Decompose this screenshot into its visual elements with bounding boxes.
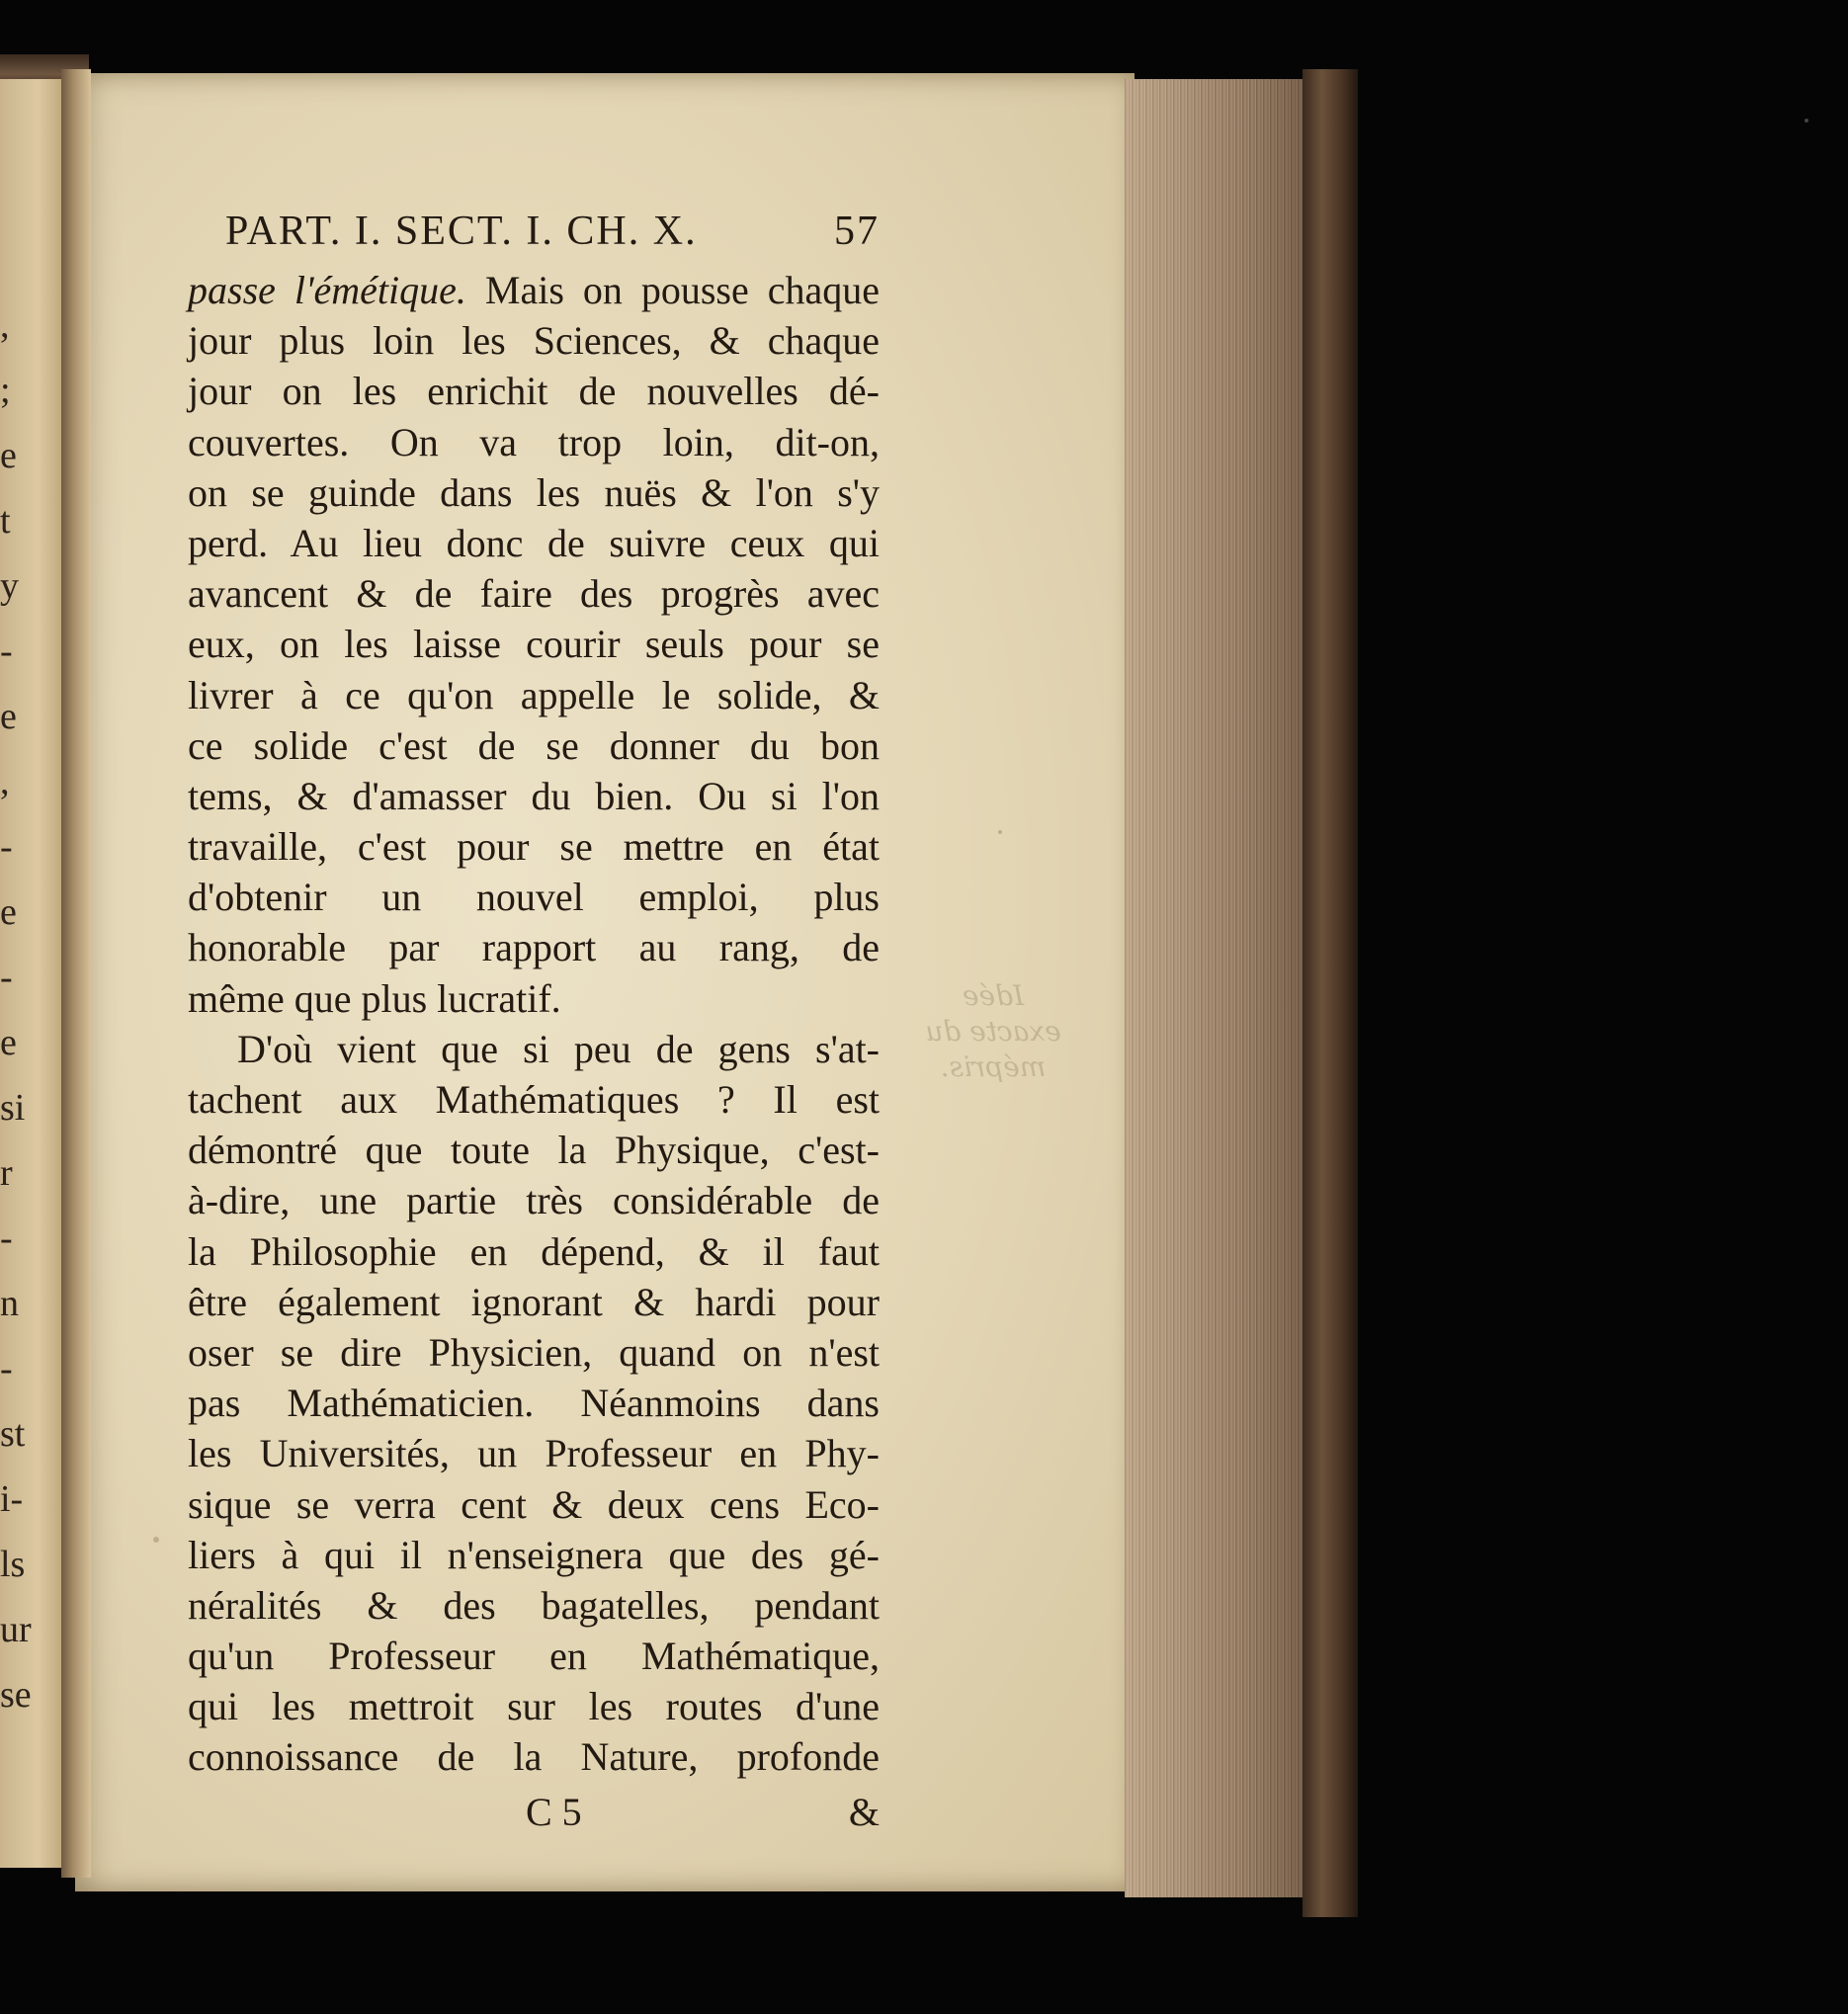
dust-speck xyxy=(1805,119,1808,123)
line-text: ce solide c'est de se donner du bon xyxy=(188,722,880,768)
page-number: 57 xyxy=(834,209,880,254)
text-line xyxy=(188,1428,880,1478)
text-line xyxy=(188,315,880,366)
line-text: perd. Au lieu donc de suivre ceux qui xyxy=(188,520,880,565)
text-line xyxy=(188,518,880,568)
text-line xyxy=(188,417,880,467)
book-spine xyxy=(1302,69,1358,1917)
left-page-char: ; xyxy=(0,370,11,411)
paper-speck xyxy=(153,1537,159,1543)
left-page-char: se xyxy=(0,1674,32,1716)
left-page-char: , xyxy=(0,304,10,346)
left-page-char: st xyxy=(0,1413,26,1455)
running-head xyxy=(188,208,880,265)
text-line xyxy=(188,821,880,872)
line-text: livrer à ce qu'on appelle le solide, & xyxy=(188,672,880,717)
gutter-shadow xyxy=(61,69,91,1878)
line-text: Mais on pousse chaque xyxy=(465,268,880,312)
left-page-char: - xyxy=(0,630,13,672)
running-head-title: PART. I. SECT. I. CH. X. xyxy=(225,209,698,254)
left-page-char: e xyxy=(0,435,17,476)
line-text: honorable par rapport au rang, de xyxy=(188,925,880,970)
text-line xyxy=(188,1277,880,1327)
line-text: jour on les enrichit de nouvelles dé- xyxy=(188,369,880,414)
text-line xyxy=(188,771,880,821)
text-line xyxy=(188,1530,880,1580)
text-line xyxy=(188,922,880,972)
left-page-char: r xyxy=(0,1152,13,1194)
bleed-line: mépris. xyxy=(940,1050,1047,1083)
text-line xyxy=(188,568,880,619)
line-text: sique se verra cent & deux cens Eco- xyxy=(188,1481,880,1527)
left-page-char: e xyxy=(0,696,17,737)
line-text: tachent aux Mathématiques ? Il est xyxy=(188,1077,880,1122)
left-page-char: i- xyxy=(0,1478,24,1520)
left-page-char: e xyxy=(0,891,17,933)
text-line xyxy=(188,1125,880,1175)
bleed-line: Idée xyxy=(962,979,1025,1012)
body-text xyxy=(188,265,880,1783)
line-text: D'où vient que si peu de gens s'at- xyxy=(237,1026,880,1071)
line-text: néralités & des bagatelles, pendant xyxy=(188,1582,880,1628)
left-page-fragment xyxy=(0,79,69,1868)
text-line xyxy=(188,1731,880,1782)
line-text: qui les mettroit sur les routes d'une xyxy=(188,1684,880,1729)
text-line xyxy=(188,619,880,669)
text-line xyxy=(188,670,880,720)
left-page-char: , xyxy=(0,761,10,802)
line-text: la Philosophie en dépend, & il faut xyxy=(188,1228,880,1274)
line-text: qu'un Professeur en Mathématique, xyxy=(188,1634,880,1679)
line-text: avancent & de faire des progrès avec xyxy=(188,571,880,617)
line-text: liers à qui il n'enseignera que des gé- xyxy=(188,1532,880,1577)
bleed-through-note xyxy=(909,978,1077,1085)
text-line xyxy=(188,1580,880,1631)
line-text: même que plus lucratif. xyxy=(188,975,561,1021)
page-edges xyxy=(1125,79,1322,1897)
line-text: oser se dire Physicien, quand on n'est xyxy=(188,1329,880,1375)
left-page-char: - xyxy=(0,957,13,998)
text-line xyxy=(188,265,880,315)
left-page-char: - xyxy=(0,1217,13,1259)
text-line xyxy=(188,720,880,771)
left-page-char: si xyxy=(0,1087,26,1129)
left-page-char: ur xyxy=(0,1609,32,1650)
line-text: être également ignorant & hardi pour xyxy=(188,1279,880,1324)
text-line xyxy=(188,1074,880,1125)
text-line xyxy=(188,973,880,1024)
line-text: les Universités, un Professeur en Phy- xyxy=(188,1431,880,1476)
line-text: eux, on les laisse courir seuls pour se xyxy=(188,622,880,667)
italic-phrase: passe l'émétique. xyxy=(188,268,466,312)
text-line xyxy=(188,1226,880,1277)
line-text: démontré que toute la Physique, c'est- xyxy=(188,1128,880,1173)
line-text: connoissance de la Nature, profonde xyxy=(188,1734,880,1780)
catch-line xyxy=(188,1789,880,1838)
catchword: & xyxy=(848,1789,880,1834)
text-line xyxy=(188,1327,880,1378)
left-page-char: - xyxy=(0,826,13,868)
line-text: jour plus loin les Sciences, & chaque xyxy=(188,318,880,364)
left-page-char: - xyxy=(0,1348,13,1389)
line-text: à-dire, une partie très considérable de xyxy=(188,1178,880,1223)
text-line xyxy=(188,1378,880,1428)
text-line xyxy=(188,1681,880,1731)
left-page-char: y xyxy=(0,565,19,607)
line-text: travaille, c'est pour se mettre en état xyxy=(188,824,880,870)
text-line xyxy=(188,366,880,416)
line-text: on se guinde dans les nuës & l'on s'y xyxy=(188,469,880,515)
text-line xyxy=(188,1175,880,1225)
line-text: couvertes. On va trop loin, dit-on, xyxy=(188,419,880,464)
text-line xyxy=(188,872,880,922)
line-text: pas Mathématicien. Néanmoins dans xyxy=(188,1381,880,1426)
text-line xyxy=(188,1024,880,1074)
signature-mark: C 5 xyxy=(526,1789,582,1834)
text-line xyxy=(188,1479,880,1530)
text-line xyxy=(188,1631,880,1681)
text-block xyxy=(188,208,880,1838)
left-page-char: n xyxy=(0,1283,19,1324)
left-page-char: t xyxy=(0,500,11,542)
paper-speck xyxy=(998,830,1002,834)
line-text: tems, & d'amasser du bien. Ou si l'on xyxy=(188,773,880,818)
bleed-line: exacte du xyxy=(925,1015,1061,1048)
left-page-char: e xyxy=(0,1022,17,1063)
text-line xyxy=(188,467,880,518)
line-text: d'obtenir un nouvel emploi, plus xyxy=(188,875,880,920)
left-page-char: ls xyxy=(0,1544,26,1585)
